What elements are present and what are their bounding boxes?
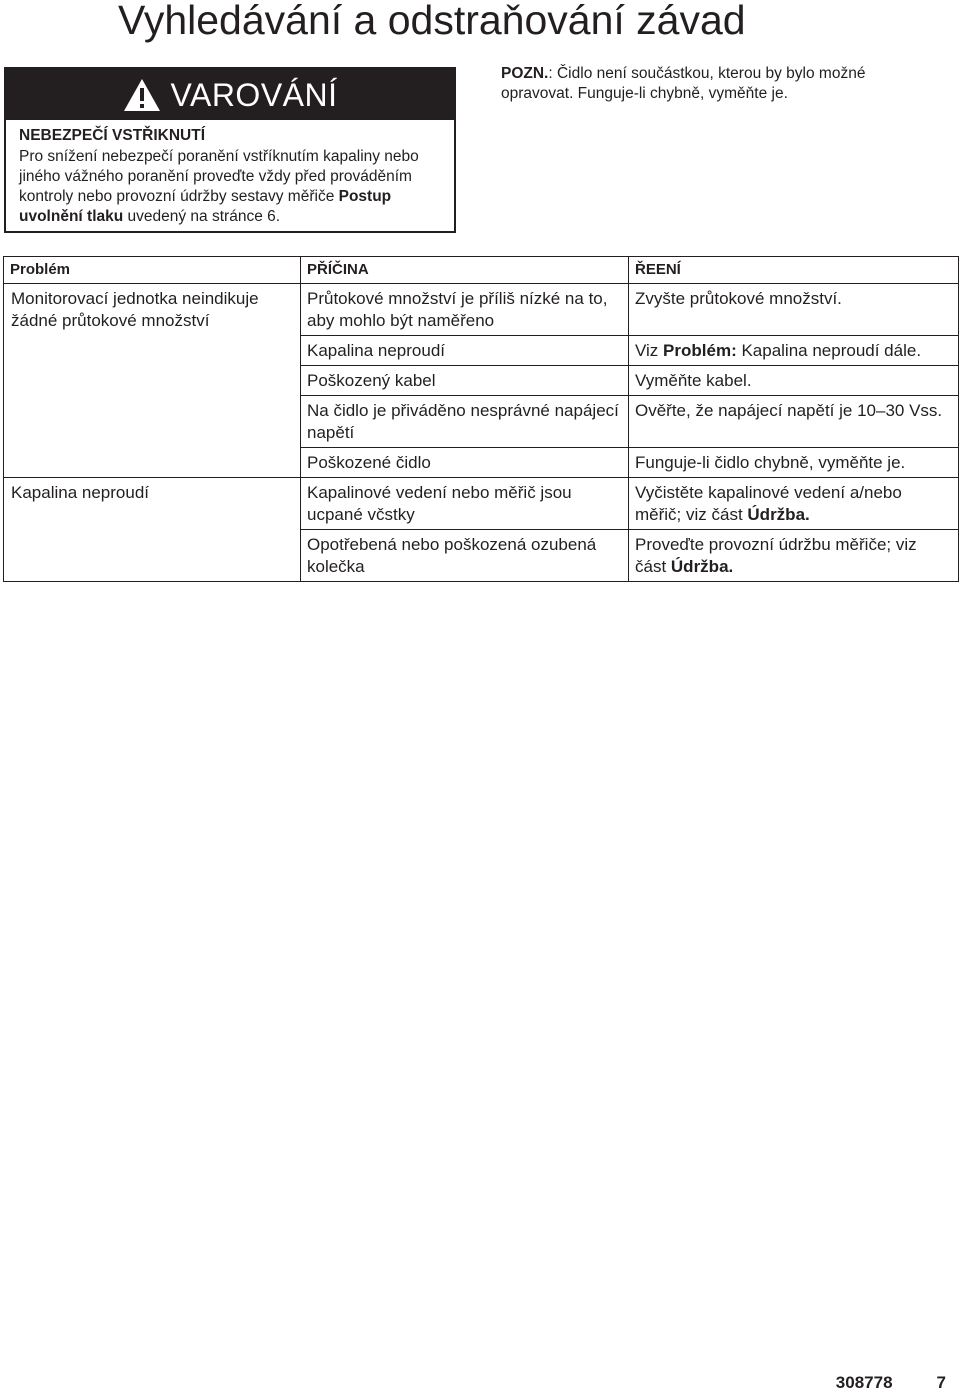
problem-cell: Kapalina neproudí	[4, 478, 301, 582]
cause-cell: Poškozené čidlo	[301, 448, 629, 478]
header-problem: Problém	[4, 257, 301, 284]
cause-cell: Kapalina neproudí	[301, 336, 629, 366]
solution-cell: Ověřte, že napájecí napětí je 10–30 Vss.	[629, 396, 959, 448]
solution-cell: Funguje-li čidlo chybně, vyměňte je.	[629, 448, 959, 478]
warning-text-part: Pro snížení nebezpečí poranění vstříknutím kapaliny nebo jiného vážného poranění proveďte vždy před prováděním kontroly nebo provozní údržby sestavy měřiče	[19, 148, 419, 205]
warning-header	[6, 69, 454, 120]
solution-cell: Vyměňte kabel.	[629, 366, 959, 396]
page-title: Vyhledávání a odstraňování závad	[118, 0, 746, 43]
cause-cell: Na čidlo je přiváděno nesprávné napájecí napětí	[301, 396, 629, 448]
header-solution: ŘEENÍ	[629, 257, 959, 284]
warning-text-part: uvedený na stránce 6.	[123, 208, 281, 225]
page-footer	[836, 1372, 946, 1394]
solution-cell: Proveďte provozní údržbu měřiče; viz část Údržba.	[629, 530, 959, 582]
cause-cell: Kapalinové vedení nebo měřič jsou ucpané včstky	[301, 478, 629, 530]
solution-cell: Zvyšte průtokové množství.	[629, 284, 959, 336]
table-header-row	[4, 257, 959, 284]
table-row	[4, 284, 959, 336]
cause-cell: Průtokové množství je příliš nízké na to, aby mohlo být naměřeno	[301, 284, 629, 336]
warning-text-bold: Postup uvolnění tlaku	[19, 188, 392, 225]
warning-triangle-icon	[123, 78, 161, 112]
doc-number: 308778	[835, 1373, 893, 1392]
troubleshooting-table	[3, 256, 959, 582]
problem-cell: Monitorovací jednotka neindikuje žádné průtokové množství	[4, 284, 301, 478]
note	[501, 64, 941, 104]
cause-cell: Opotřebená nebo poškozená ozubená kolečka	[301, 530, 629, 582]
solution-cell: Viz Problém: Kapalina neproudí dále.	[629, 336, 959, 366]
cause-cell: Poškozený kabel	[301, 366, 629, 396]
solution-cell: Vyčistěte kapalinové vedení a/nebo měřič; viz část Údržba.	[629, 478, 959, 530]
warning-title: VAROVÁNÍ	[170, 76, 338, 113]
header-cause: PŘÍČINA	[301, 257, 629, 284]
warning-text	[19, 147, 454, 227]
warning-body	[6, 120, 454, 227]
note-label: POZN.	[501, 65, 549, 82]
warning-box	[4, 67, 456, 233]
table-row	[4, 478, 959, 530]
warning-heading: NEBEZPEČÍ VSTŘIKNUTÍ	[19, 127, 206, 144]
note-text: : Čidlo není součástkou, kterou by bylo možné opravovat. Funguje-li chybně, vyměňte je.	[501, 65, 866, 102]
page-number: 7	[936, 1373, 946, 1392]
